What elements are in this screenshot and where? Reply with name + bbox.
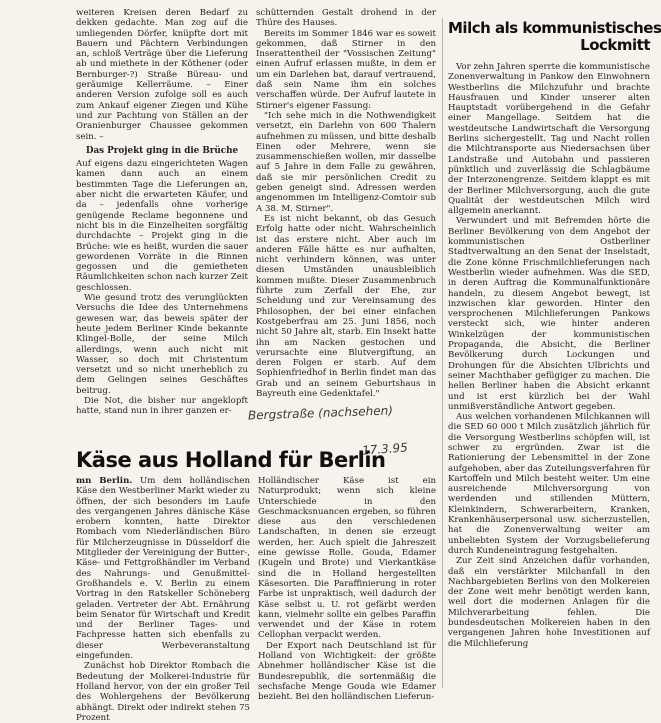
headline-line: Milch als kommunistisches xyxy=(448,19,661,37)
kaese-column-right xyxy=(258,476,436,703)
paragraph: Holländischer Käse ist ein Naturprodukt; wenn sich kleine Unterschiede in den Geschmacksnuancen ergeben, so führen diese aus den verschiedenen Landschaften, in denen sie erzeugt werden, her. Auch spielt die Jahreszeit eine gewisse Rolle. Gouda, Edamer (Kugeln und Brote) und Vierkantkäse sind die in Holland hergestellten Käsesorten. Die Paraffinierung in roter Farbe ist unpraktisch, weil dadurch der Käse selbst u. U. rot gefärbt werden kann, vielmehr sollte ein gelbes Paraffin verwendet und der Käse in rotem Cellophan verpackt werden. xyxy=(258,476,436,641)
dateline: mn Berlin. xyxy=(76,476,133,486)
paragraph xyxy=(76,476,250,661)
article-column-middle xyxy=(256,8,436,408)
article-column-right xyxy=(448,62,650,700)
kaese-column-left xyxy=(76,476,250,723)
handwritten-note: Bergstraße (nachsehen) xyxy=(247,403,394,423)
headline-line: Lockmitt xyxy=(580,36,650,54)
headline-kaese: Käse aus Holland für Berlin xyxy=(76,448,386,472)
handwritten-date: 17.3.95 xyxy=(361,440,409,458)
paragraph: Zunächst hob Direktor Rombach die Bedeutung der Molkerei-Industrie für Holland hervor, von der ein großer Teil des Wohlergehens der Bevölkerung abhängt. Direkt oder indirekt stehen 75 Prozent xyxy=(76,661,250,723)
paragraph: Die Not, die bisher nur angeklopft hatte, stand nun in ihrer ganzen er- xyxy=(76,395,248,417)
paragraph: Bereits im Sommer 1846 war es soweit gekommen, daß Stirner in den Inserattentheil der "Vossischen Zeitung" einen Aufruf erlassen mußte, in dem er um ein Darlehen bat, darauf vertrauend, daß sein Name ihm ein solches verschaffen würde. Der Aufruf lautete in Stirner's eigener Fassung: xyxy=(256,28,436,111)
column-divider xyxy=(442,18,443,688)
paragraph: "Ich sehe mich in die Nothwendigkeit versetzt, ein Darlehn von 600 Thalern aufnehmen zu müssen, und bitte deshalb Einen oder Mehrere, wenn sie zusammenschießen wollen, mir dasselbe auf 5 Jahre in dem Falle zu gewähren, daß sie mir persönlichen Credit zu geben geneigt sind. Adressen werden angenommen im Intelligenz-Comtoir sub A 38. M. Stirner". xyxy=(256,110,436,214)
paragraph: Aus welchen vorhandenen Milchkannen will die SED 60 000 t Milch zusätzlich jährlich für die Versorgung Westberlins schöpfen will, ist schwer zu ergründen. Zwar ist die Rationierung der Lebensmittel in der Zone aufgehoben, aber das Zuteilungsverfahren für Kartoffeln und Milch besteht weiter. Um eine ausreichende Milchversorgung von werdenden und stillenden Müttern, Kleinkindern, Schwerarbeitern, Kranken, Krankenhäuserpersonal usw. sicherzustellen, hat die Zonenverwaltung weiter am unbeliebten System der Vorzugsbelieferung durch Kundeneintragung festgehalten. xyxy=(448,412,650,556)
paragraph: Verwundert und mit Befremden hörte die Berliner Bevölkerung von dem Angebot der kommunistischen Ostberliner Stadtverwaltung an den Senat der Inselstadt, die Zone könne Frischmilchlieferungen nach Westberlin wieder aufnehmen. Was die SED, in deren Auftrag die Kommunalfunktionäre handeln, zu diesem Angebot bewegt, ist inzwischen klar geworden. Hinter den versprochenen Milchlieferungen Pankows versteckt sich, wie hinter anderen Winkelzügen der kommunistischen Propaganda, die Absicht, die Berliner Bevölkerung durch Lockungen und Drohungen für die Absichten Ulbrichts und seiner Machthaber gefügiger zu machen. Die hellen Berliner haben die Absicht erkannt und ist erst kürzlich bei der Wahl unmißverständliche Antwort gegeben. xyxy=(448,216,650,412)
paragraph: Der Export nach Deutschland ist für Holland von Wichtigkeit: der größte Abnehmer holländischer Käse ist die Bundesrepublik, die sortenmäßig die sechsfache Menge Gouda wie Edamer bezieht. Bei den holländischen Lieferun- xyxy=(258,640,436,703)
paragraph: Wie gesund trotz des verunglückten Versuchs die Idee des Unternehmens gewesen war, das beweis später der heute jedem Berliner Kinde bekannte Klingel-Bolle, der seine Milch allerdings, wenn auch nicht mit Wasser, so doch mit Christentum versetzt und so nicht unerheblich zu dem Gelingen seines Geschäftes beitrug. xyxy=(76,293,248,396)
paragraph: Es ist nicht bekannt, ob das Gesuch Erfolg hatte oder nicht. Wahrscheinlich ist das erstere nicht. Aber auch im anderen Fälle hätte es nur aufhalten, nicht verhindern können, was unter diesen Umständen unausbleiblich kommen mußte. Dieser Zusammenbruch führte zum Zerfall der Ehe, zur Scheidung und zur Vereinsamung des Philosophen, der bei einer einfachen Kostgeberfrau am 25. Juni 1856, noch nicht 50 Jahre alt, starb. Ein Insekt hatte ihn am Nacken gestochen und verursachte eine Blutvergiftung, an deren Folgen er starb. Auf dem Sophienfriedhof in Berlin findet man das Grab und an seinem Geburtshaus in Bayreuth eine Gedenktafel." xyxy=(256,213,436,399)
paragraph: Zur Zeit sind Anzeichen dafür vorhanden, daß ein verstärkter Milchanfall in den Nachbargebieten Berlins von den Molkereien der Zone weit mehr benötigt werden kann, weil dort die modernen Anlagen für die Milchverarbeitung fehlen. Die bundesdeutschen Molkereien haben in den vergangenen Jahren hohe Investitionen auf die Milchlieferung xyxy=(448,556,650,649)
headline-milch xyxy=(448,19,661,54)
paragraph-text: Um dem holländischen Käse den Westberliner Markt wieder zu öffnen, der sich besonders im Laufe des vergangenen Jahres dänische Käse erobern konnten, hatte Direktor Rombach vom Niederländischen Büro für Milcherzeugnisse in Düsseldorf die Mitglieder der Vereinigung der Butter-, Käse- und Fettgroßhändler im Verband des Nahrungs- und Genußmittel-Großhandels e. V. Berlin zu einem Vortrag in den Ratskeller Schöneberg geladen. Vertreter der Abt. Ernährung beim Senator für Wirtschaft und Kredit und der Berliner Tages- und Fachpresse hatten sich ebenfalls zu dieser Werbeveranstaltung eingefunden. xyxy=(76,476,250,662)
paragraph: weiteren Kreisen deren Bedarf zu dekken gedachte. Man zog auf die umliegenden Dörfer, knüpfte dort mit Bauern und Pächtern Verbindungen an, schloß Verträge über die Lieferung ab und miethete in der Köthener (oder Bernburger-?) Straße Büreau- und geräumige Kellerräume. – Einer anderen Version zufolge soll es auch zum Ankauf eigener Ziegen und Kühe und zur Pachtung von Ställen an der Oranienburger Chaussee gekommen sein. – xyxy=(76,8,248,142)
paragraph: Vor zehn Jahren sperrte die kommunistische Zonenverwaltung in Pankow den Einwohnern Westberlins die Milchzufuhr und brachte Hausfrauen und Kinder unserer alten Hauptstadt vorübergehend in die Gefahr einer Mangellage. Seitdem hat die westdeutsche Landwirtschaft die Versorgung Berlins sichergestellt. Tag und Nacht rollen die Milchtransporte aus Niedersachsen über Landstraße und Autobahn und passieren pünktlich und zuverlässig die Schlagbäume der Interzonengrenze. Seitdem klappt es mit der Berliner Milchversorgung, auch die gute Qualität der westdeutschen Milch wird allgemein anerkannt. xyxy=(448,62,650,217)
paragraph: schütternden Gestalt drohend in der Thüre des Hauses. xyxy=(256,8,436,29)
paragraph: Auf eigens dazu eingerichteten Wagen kamen dann auch an einem bestimmten Tage die Lieferungen an, aber nicht die erwarteten Käufer, und da – jedenfalls ohne vorherige genügende Reclame begonnene und nicht bis in die Einzelheiten sorgfältig durchdachte – Projekt ging in die Brüche: wie es heißt, wurden die sauer gewordenen Vorräte in die Rinnen gegossen und die gemietheten Räumlichkeiten schon nach kurzer Zeit geschlossen. xyxy=(76,159,248,293)
article-column-left xyxy=(76,8,248,444)
subheading: Das Projekt ging in die Brüche xyxy=(85,145,239,156)
